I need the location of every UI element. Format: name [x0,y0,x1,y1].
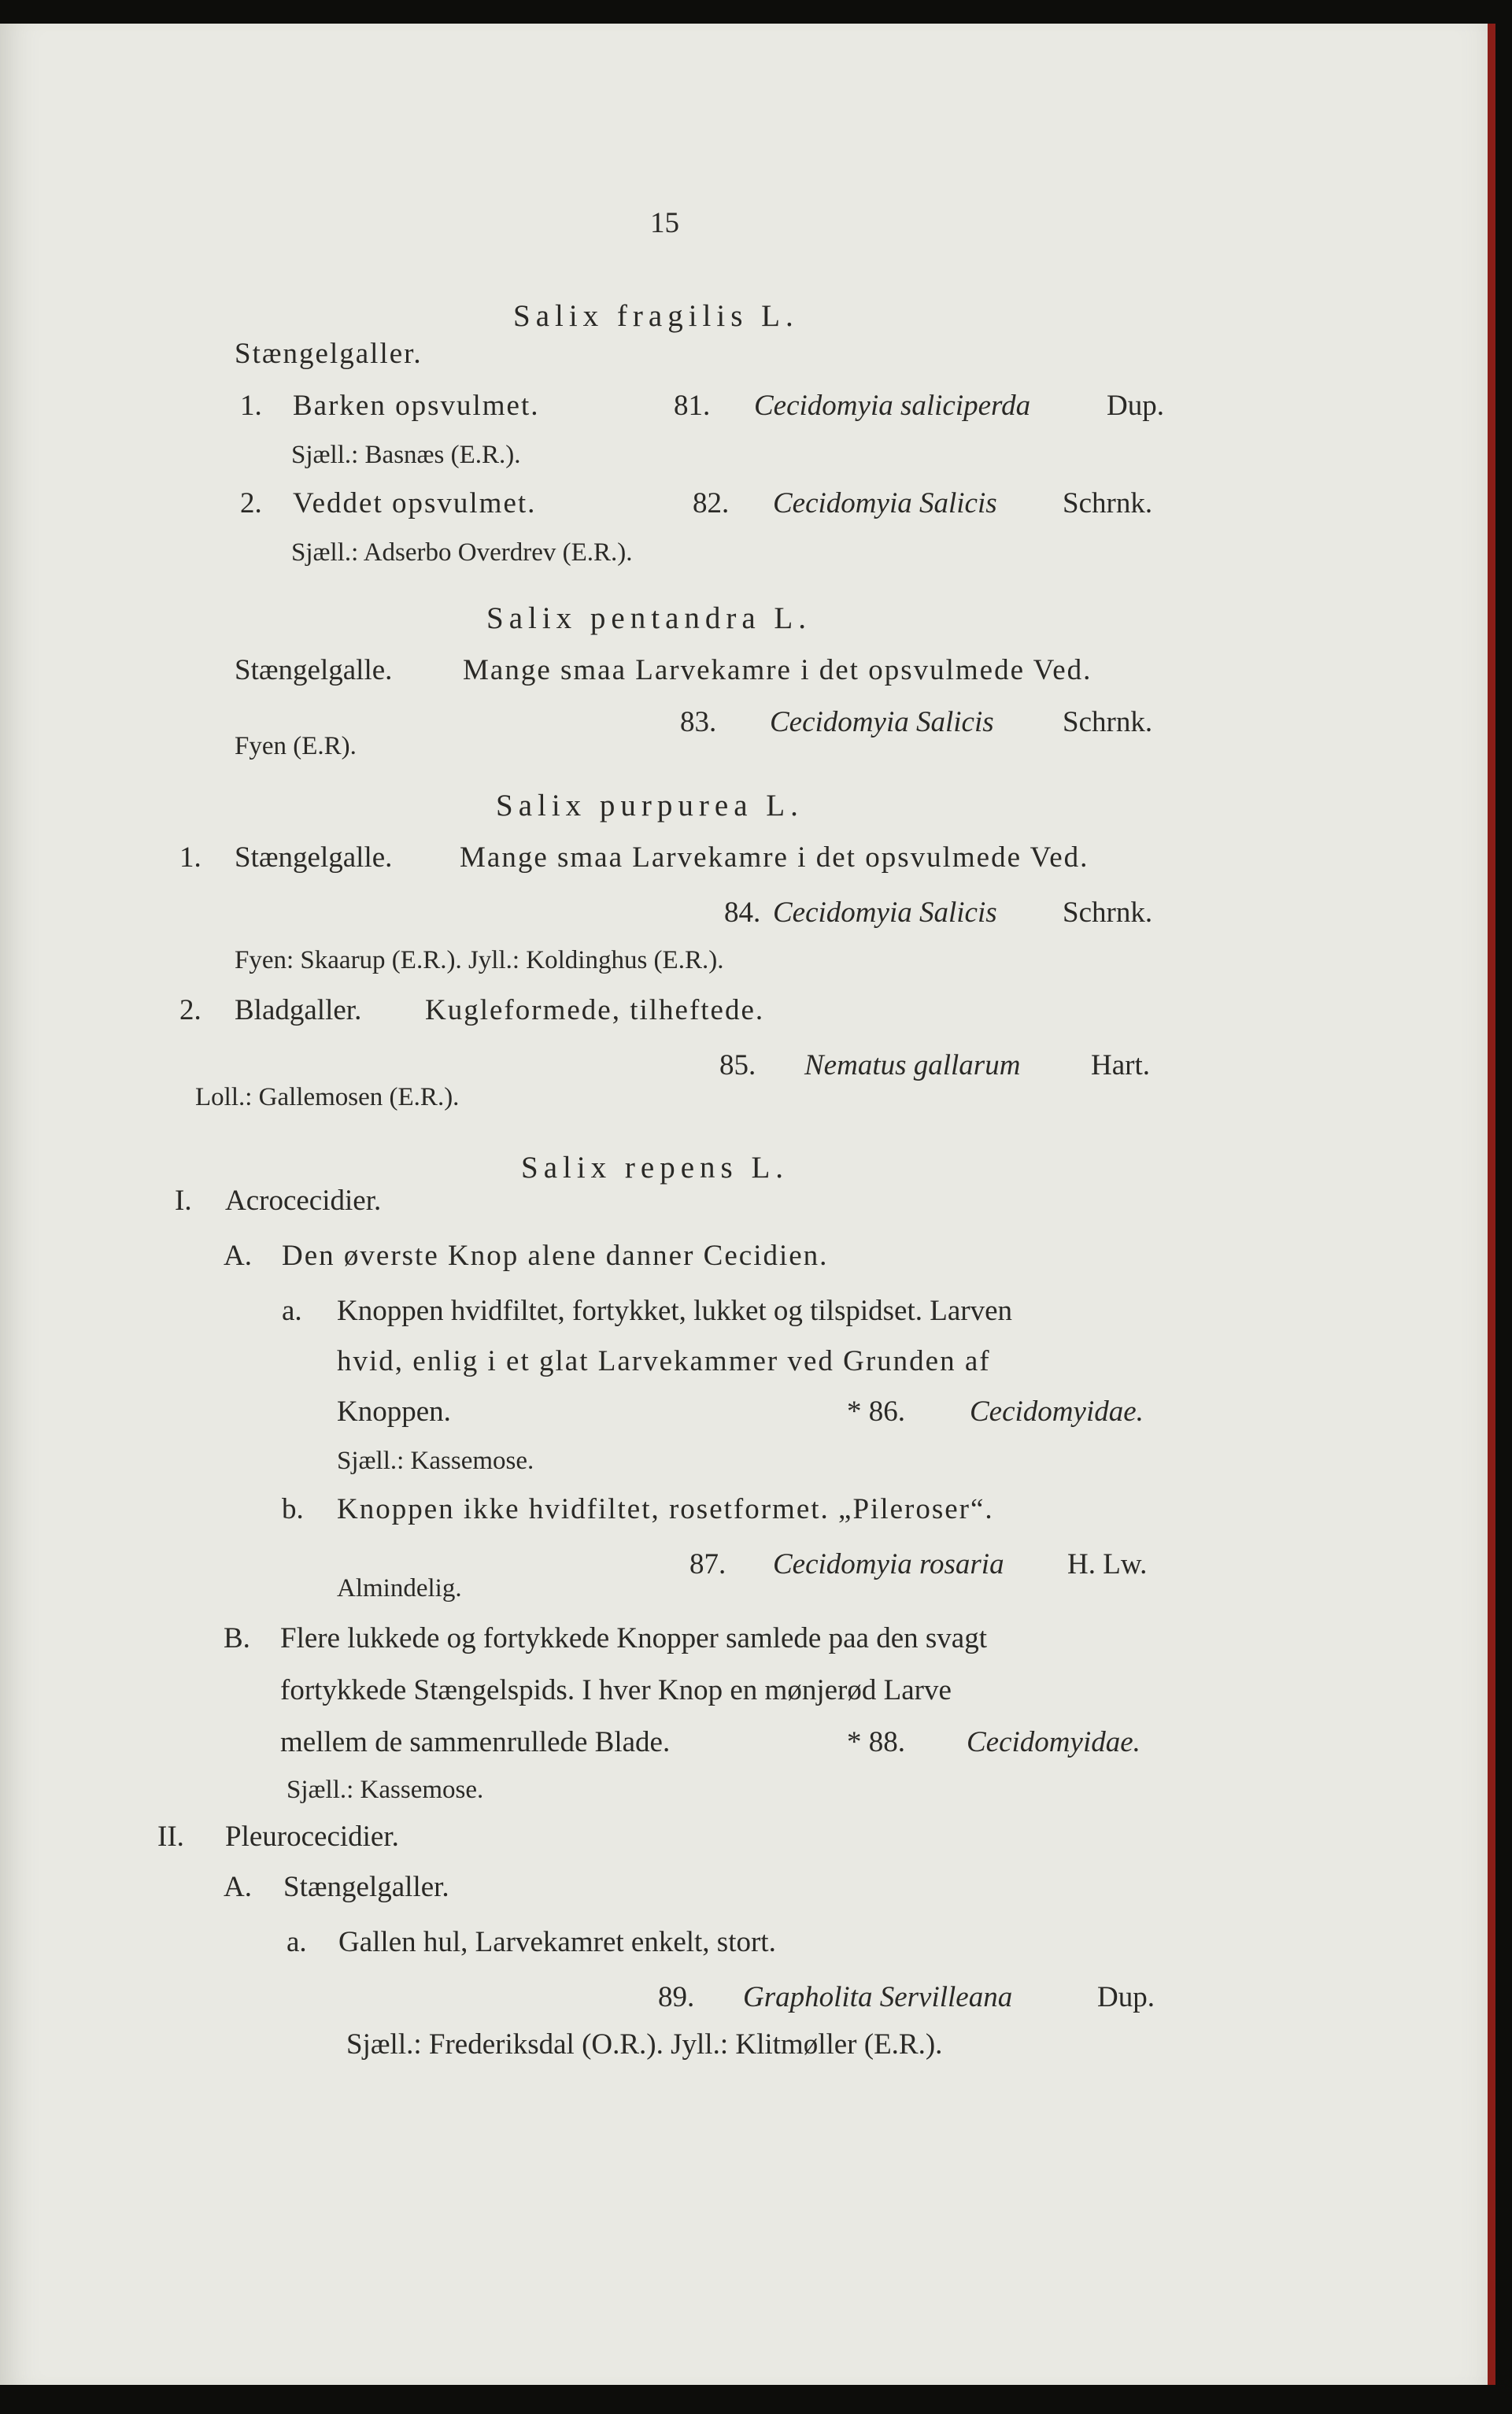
species-name: Cecidomyidae. [970,1396,1144,1428]
outline-heading: Pleurocecidier. [225,1821,399,1853]
ref-number: * 86. [847,1396,905,1428]
species-author: Dup. [1107,390,1164,422]
outline-marker: b. [282,1493,304,1525]
outline-marker: I. [175,1185,192,1217]
locality: Fyen: Skaarup (E.R.). Jyll.: Koldinghus (E.R.). [235,946,724,974]
locality: Almindelig. [337,1574,462,1603]
outline-marker: B. [224,1622,250,1654]
book-spine-edge [1488,24,1495,2385]
species-name: Cecidomyia saliciperda [754,390,1031,422]
outline-marker: a. [287,1926,307,1958]
item-text: Kugleformede, tilheftede. [425,994,765,1026]
species-name: Cecidomyidae. [967,1726,1140,1758]
species-name: Grapholita Servilleana [743,1981,1013,2013]
item-text: Flere lukkede og fortykkede Knopper samlede paa den svagt [280,1622,987,1654]
item-text: Barken opsvulmet. [293,390,540,422]
item-text: mellem de sammenrullede Blade. [280,1726,671,1758]
subheading: Stængelgaller. [235,338,423,370]
ref-number: 84. [724,896,761,929]
item-number: 1. [240,390,262,422]
item-text: Knoppen hvidfiltet, fortykket, lukket og tilspidset. Larven [337,1295,1013,1327]
locality: Sjæll.: Adserbo Overdrev (E.R.). [291,538,633,567]
ref-number: 82. [693,487,730,519]
section-heading: Salix pentandra L. [486,601,811,635]
species-author: H. Lw. [1067,1548,1148,1580]
outline-marker: a. [282,1295,302,1327]
locality: Loll.: Gallemosen (E.R.). [195,1083,460,1111]
ref-number: 87. [689,1548,726,1580]
item-number: 2. [179,994,201,1026]
species-name: Cecidomyia Salicis [773,487,997,519]
item-text: Stængelgaller. [283,1871,449,1903]
page-number: 15 [650,207,679,239]
ref-number: 81. [674,390,711,422]
outline-marker: II. [157,1821,184,1853]
locality: Sjæll.: Kassemose. [287,1776,484,1804]
species-name: Nematus gallarum [804,1049,1021,1081]
item-text: Veddet opsvulmet. [293,487,537,519]
section-heading: Salix fragilis L. [513,299,799,333]
locality: Sjæll.: Frederiksdal (O.R.). Jyll.: Klitmøller (E.R.). [346,2028,943,2061]
outline-marker: A. [224,1871,252,1903]
subheading: Stængelgalle. [235,654,393,686]
item-text: Den øverste Knop alene danner Cecidien. [282,1240,829,1272]
ref-number: 89. [658,1981,695,2013]
species-name: Cecidomyia rosaria [773,1548,1004,1580]
subheading: Bladgaller. [235,994,362,1026]
item-text: fortykkede Stængelspids. I hver Knop en mønjerød Larve [280,1674,952,1706]
species-author: Schrnk. [1063,706,1153,738]
subheading: Stængelgalle. [235,841,393,874]
section-heading: Salix purpurea L. [496,789,804,823]
item-text: hvid, enlig i et glat Larvekammer ved Grunden af [337,1345,991,1377]
locality: Sjæll.: Kassemose. [337,1447,534,1475]
item-text: Mange smaa Larvekamre i det opsvulmede Ved. [463,654,1092,686]
species-name: Cecidomyia Salicis [773,896,997,929]
item-text: Gallen hul, Larvekamret enkelt, stort. [338,1926,776,1958]
species-author: Schrnk. [1063,896,1153,929]
item-text: Knoppen. [337,1396,451,1428]
locality: Fyen (E.R). [235,732,357,760]
item-text: Knoppen ikke hvidfiltet, rosetformet. „Pileroser“. [337,1493,994,1525]
section-heading: Salix repens L. [521,1151,789,1185]
ref-number: 83. [680,706,717,738]
outline-heading: Acrocecidier. [225,1185,382,1217]
item-number: 2. [240,487,262,519]
locality: Sjæll.: Basnæs (E.R.). [291,441,521,469]
item-number: 1. [179,841,201,874]
item-text: Mange smaa Larvekamre i det opsvulmede Ved. [460,841,1089,874]
species-author: Hart. [1091,1049,1150,1081]
species-author: Dup. [1097,1981,1155,2013]
ref-number: * 88. [847,1726,905,1758]
species-author: Schrnk. [1063,487,1153,519]
outline-marker: A. [224,1240,252,1272]
ref-number: 85. [719,1049,756,1081]
species-name: Cecidomyia Salicis [770,706,994,738]
